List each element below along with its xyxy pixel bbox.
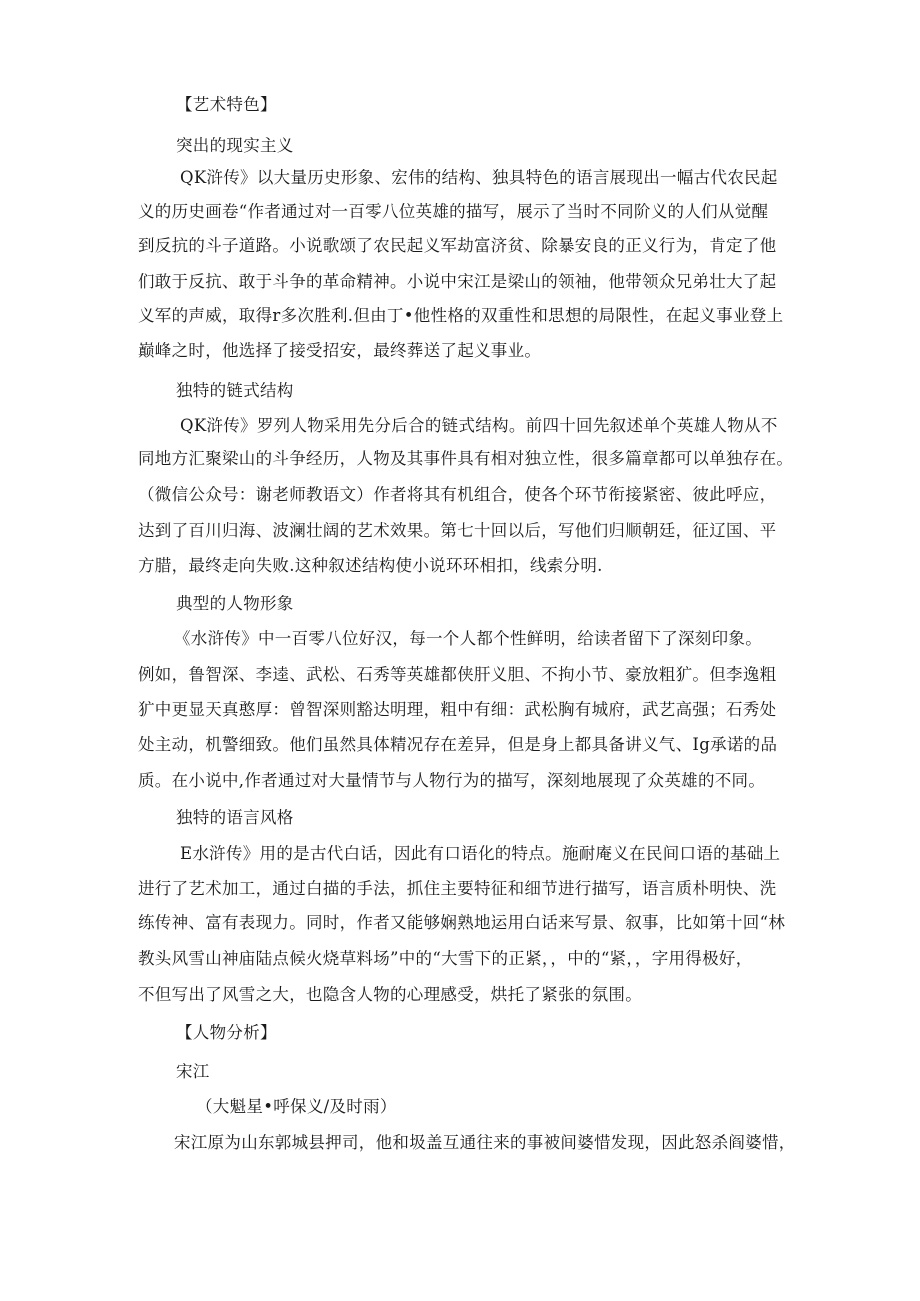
paragraph-line: 义的历史画卷“作者通过对一百零八位英雄的描写，展示了当时不同阶义的人们从觉醒 bbox=[138, 202, 769, 221]
paragraph-line: 练传神、富有表现力。同时，作者又能够娴熟地运用白话来写景、叙事，比如第十回“林 bbox=[138, 913, 786, 932]
section-heading-art-features: 【艺术特色】 bbox=[176, 95, 277, 114]
paragraph-line: 到反抗的斗子道路。小说歌颂了农民起义军劫富济贫、除暴安良的正义行为，肯定了他 bbox=[138, 236, 777, 255]
paragraph-line: 教头风雪山神庙陆点候火烧草料场”中的“大雪下的正紧，，中的“紧，，字用得极好， bbox=[138, 949, 753, 968]
paragraph-line: 不但写出了风雪之大，也隐含人物的心理感受，烘托了紧张的氛围。 bbox=[138, 985, 642, 1004]
character-name: 宋江 bbox=[176, 1062, 210, 1081]
paragraph-line: 《水浒传》中一百零八位好汉，每一个人都个性鲜明，给读者留下了深刻印象。 bbox=[174, 629, 762, 648]
paragraph-line: 巅峰之时，他选择了接受招安，最终葬送了起义事业。 bbox=[138, 341, 542, 360]
character-nicknames: （大魁星•呼保义/及时雨） bbox=[196, 1097, 397, 1116]
paragraph-line: QK浒传》以大量历史形象、宏伟的结构、独具特色的语言展现出一幅古代农民起 bbox=[180, 168, 778, 187]
subheading-language-style: 独特的语言风格 bbox=[176, 808, 294, 827]
paragraph-line: 宋江原为山东郭城县押司，他和圾盖互通往来的事被间婆惜发现，因此怒杀阎婆惜， bbox=[174, 1133, 796, 1152]
paragraph-line: 义军的声威，取得r多次胜利.但由丁•他性格的双重性和思想的局限性，在起义事业登上 bbox=[138, 306, 784, 325]
paragraph-line: QK浒传》罗列人物采用先分后合的链式结构。前四十回先叙述单个英雄人物从不 bbox=[180, 416, 778, 435]
paragraph-line: 同地方汇聚梁山的斗争经历，人物及其事件具有相对独立性，很多篇章都可以单独存在。 bbox=[138, 449, 794, 468]
paragraph-line: 犷中更显天真憨厚：曾智深则豁达明理，粗中有细：武松胸有城府，武艺高强；石秀处 bbox=[138, 700, 777, 719]
paragraph-line: 达到了百川归海、波澜壮阔的艺术效果。第七十回以后，写他们归顺朝廷，征辽国、平 bbox=[138, 521, 777, 540]
paragraph-line: 方腊，最终走向失败.这种叙述结构使小说环环相扣，线索分明. bbox=[138, 556, 603, 575]
subheading-typical-characters: 典型的人物形象 bbox=[176, 594, 294, 613]
paragraph-line: 们敢于反抗、敢于斗争的革命精神。小说中宋江是梁山的领袖，他带领众兄弟壮大了起 bbox=[138, 272, 777, 291]
paragraph-line: 例如，鲁智深、李逵、武松、石秀等英雄都侠肝义胆、不拘小节、豪放粗犷。但李逸粗 bbox=[138, 665, 777, 684]
subheading-realism: 突出的现实主义 bbox=[176, 136, 294, 155]
paragraph-line: 进行了艺术加工，通过白描的手法，抓住主要特征和细节进行描写，语言质朴明快、洗 bbox=[138, 879, 777, 898]
subheading-chain-structure: 独特的链式结构 bbox=[176, 381, 294, 400]
paragraph-line: 质。在小说中,作者通过对大量情节与人物行为的描写，深刻地展现了众英雄的不同。 bbox=[138, 771, 766, 790]
paragraph-line: 处主动，机警细致。他们虽然具体精况存在差异，但是身上都具备讲义气、Ig承诺的品 bbox=[138, 735, 778, 754]
section-heading-character-analysis: 【人物分析】 bbox=[176, 1023, 277, 1042]
paragraph-line: E水浒传》用的是古代白话，因此有口语化的特点。施耐庵义在民间口语的基础上 bbox=[180, 844, 781, 863]
paragraph-line: （微信公众号：谢老师教语文）作者将其有机组合，使各个环节衔接紧密、彼此呼应， bbox=[138, 485, 777, 504]
